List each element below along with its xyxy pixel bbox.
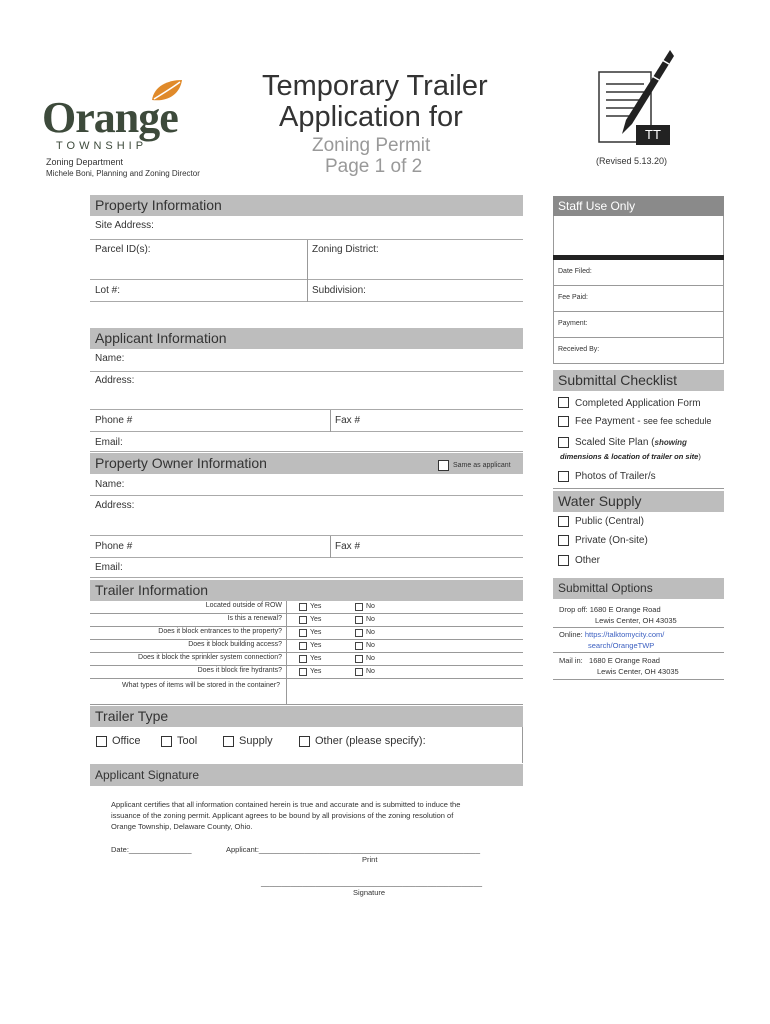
yes-checkbox[interactable] (299, 603, 307, 611)
staff-use-title: Staff Use Only (558, 199, 636, 213)
row-divider (90, 665, 523, 666)
applicant-info-heading: Applicant Information (90, 328, 523, 349)
owner-email-field[interactable] (90, 558, 523, 578)
site-plan-note-line-2 (560, 452, 701, 461)
owner-address-field[interactable] (90, 496, 523, 536)
row-divider (90, 678, 523, 679)
title-page: Page 1 of 2 (325, 156, 423, 177)
subdivision-field[interactable] (308, 280, 523, 302)
received-by-label: Received By: (558, 346, 600, 353)
no-checkbox[interactable] (355, 668, 363, 676)
signature-line[interactable]: _____________________________________________________ (261, 878, 483, 887)
yes-label: Yes (310, 616, 322, 623)
other-water-label: Other (575, 555, 601, 566)
trailer-type-heading: Trailer Type (90, 706, 523, 727)
fee-payment-checkbox[interactable] (558, 416, 569, 427)
lot-label: Lot #: (95, 285, 121, 296)
tool-checkbox[interactable] (161, 736, 172, 747)
site-address-field[interactable] (90, 218, 523, 240)
owner-fax-label: Fax # (335, 541, 361, 552)
fee-schedule-note: see fee schedule (643, 416, 712, 426)
no-checkbox[interactable] (355, 642, 363, 650)
online-row (559, 630, 664, 639)
site-plan-row (575, 437, 687, 448)
dropoff-line-2: Lewis Center, OH 43035 (595, 616, 677, 625)
submittal-options-heading: Submittal Options (553, 578, 724, 599)
owner-phone-label: Phone # (95, 541, 133, 552)
staff-use-heading (553, 196, 724, 216)
certify-line-3: Orange Township, Delaware County, Ohio. (111, 822, 253, 831)
online-link-1[interactable]: https://talktomycity.com/ (584, 630, 665, 639)
trailer-question: Located outside of ROW (205, 602, 282, 609)
parcel-label: Parcel ID(s): (95, 244, 151, 255)
logo-sub: TOWNSHIP (56, 140, 148, 152)
applicant-print-field[interactable]: Applicant:_____________________________________________________ (226, 845, 481, 854)
logo-word: Orange (42, 93, 178, 142)
tool-label: Tool (177, 735, 198, 747)
supply-label: Supply (239, 735, 273, 747)
photos-checkbox[interactable] (558, 471, 569, 482)
revised-date: (Revised 5.13.20) (596, 156, 668, 166)
signature-label: Signature (353, 888, 386, 897)
mail-label: Mail in: (559, 656, 583, 665)
no-label: No (366, 629, 375, 636)
no-checkbox[interactable] (355, 655, 363, 663)
title-line-3: Zoning Permit (312, 135, 431, 156)
yes-label: Yes (310, 668, 322, 675)
mail-line-2: Lewis Center, OH 43035 (597, 667, 679, 676)
applicant-email-label: Email: (95, 437, 123, 448)
applicant-address-label: Address: (95, 375, 135, 386)
no-checkbox[interactable] (355, 629, 363, 637)
other-type-checkbox[interactable] (299, 736, 310, 747)
applicant-phone-label: Phone # (95, 415, 133, 426)
yes-checkbox[interactable] (299, 629, 307, 637)
print-label: Print (362, 855, 378, 864)
trailer-question: Does it block the sprinkler system connection? (138, 654, 282, 661)
owner-email-label: Email: (95, 562, 123, 573)
other-water-checkbox[interactable] (558, 555, 569, 566)
site-address-label: Site Address: (95, 220, 154, 231)
owner-address-label: Address: (95, 500, 135, 511)
no-checkbox[interactable] (355, 616, 363, 624)
checklist-heading: Submittal Checklist (553, 370, 724, 391)
applicant-address-field[interactable] (90, 372, 523, 410)
applicant-fax-label: Fax # (335, 415, 361, 426)
date-field[interactable]: Date:_______________ (111, 845, 192, 854)
trailer-question: Does it block entrances to the property? (158, 628, 282, 635)
owner-info-title: Property Owner Information (95, 455, 267, 471)
no-label: No (366, 668, 375, 675)
same-as-applicant-checkbox[interactable] (438, 460, 449, 471)
yes-label: Yes (310, 603, 322, 610)
mail-line-1: 1680 E Orange Road (589, 656, 660, 665)
trailer-info-heading: Trailer Information (90, 580, 523, 601)
zoning-district-label: Zoning District: (312, 244, 379, 255)
photos-label: Photos of Trailer/s (575, 471, 656, 482)
fee-payment-row (575, 416, 711, 427)
fee-payment-label: Fee Payment - (575, 416, 641, 427)
completed-form-checkbox[interactable] (558, 397, 569, 408)
applicant-name-label: Name: (95, 353, 125, 364)
public-water-checkbox[interactable] (558, 516, 569, 527)
signature-heading: Applicant Signature (90, 764, 523, 786)
certify-line-2: issuance of the zoning permit. Applicant agrees to be bound by all provisions of the zoning resolution of (111, 811, 454, 820)
completed-form-label: Completed Application Form (575, 398, 701, 409)
supply-checkbox[interactable] (223, 736, 234, 747)
staff-use-panel (553, 196, 724, 364)
no-label: No (366, 642, 375, 649)
row-divider (90, 626, 523, 627)
other-type-label: Other (please specify): (315, 735, 426, 747)
dropoff-label: Drop off: (559, 605, 588, 614)
yes-label: Yes (310, 655, 322, 662)
subdivision-label: Subdivision: (312, 285, 366, 296)
no-label: No (366, 616, 375, 623)
dropoff-line-1: 1680 E Orange Road (589, 605, 661, 614)
fee-paid-label: Fee Paid: (558, 294, 588, 301)
applicant-fax-field[interactable] (331, 410, 523, 432)
trailer-question: Is this a renewal? (227, 615, 282, 622)
row-divider (90, 613, 523, 614)
public-water-label: Public (Central) (575, 516, 644, 527)
site-plan-note: showing (654, 438, 687, 447)
trailer-question: Does it block fire hydrants? (197, 667, 282, 674)
director-label: Michele Boni, Planning and Zoning Director (46, 169, 200, 178)
site-plan-note-2: dimensions & location of trailer on site (560, 452, 699, 461)
same-as-applicant-label: Same as applicant (453, 462, 511, 469)
site-plan-checkbox[interactable] (558, 437, 569, 448)
payment-label: Payment: (558, 320, 588, 327)
site-plan-label: Scaled Site Plan ( (575, 437, 655, 448)
form-code: TT (645, 127, 661, 142)
no-label: No (366, 655, 375, 662)
applicant-email-field[interactable] (90, 432, 523, 452)
water-supply-heading: Water Supply (553, 491, 724, 512)
yes-checkbox[interactable] (299, 642, 307, 650)
office-checkbox[interactable] (96, 736, 107, 747)
title-line-1: Temporary Trailer (262, 70, 488, 102)
private-water-label: Private (On-site) (575, 535, 648, 546)
zoning-district-field[interactable] (308, 240, 523, 280)
items-question: What types of items will be stored in the container? (122, 682, 280, 689)
owner-name-label: Name: (95, 479, 125, 490)
yes-checkbox[interactable] (299, 616, 307, 624)
applicant-name-field[interactable] (90, 350, 523, 372)
form-code-badge (636, 125, 670, 145)
yes-checkbox[interactable] (299, 655, 307, 663)
site-plan-close: ) (698, 452, 701, 461)
dropoff-row (559, 605, 661, 614)
applicant-phone-field[interactable] (90, 410, 330, 432)
certify-line-1: Applicant certifies that all information contained herein is true and accurate and is submitted to induce the (111, 800, 461, 809)
property-info-heading: Property Information (90, 195, 523, 216)
parcel-field[interactable] (90, 240, 307, 280)
private-water-checkbox[interactable] (558, 535, 569, 546)
lot-field[interactable] (90, 280, 307, 302)
owner-fax-field[interactable] (331, 536, 523, 558)
online-label: Online: (559, 630, 583, 639)
no-label: No (366, 603, 375, 610)
department-label: Zoning Department (46, 157, 124, 167)
row-divider (90, 652, 523, 653)
online-link-2[interactable]: search/OrangeTWP (588, 641, 655, 650)
title-line-2: Application for (279, 101, 463, 133)
trailer-question: Does it block building access? (188, 641, 282, 648)
office-label: Office (112, 735, 141, 747)
row-divider (90, 639, 523, 640)
no-checkbox[interactable] (355, 603, 363, 611)
yes-checkbox[interactable] (299, 668, 307, 676)
mail-row (559, 656, 660, 665)
owner-phone-field[interactable] (90, 536, 330, 558)
owner-name-field[interactable] (90, 474, 523, 496)
yes-label: Yes (310, 642, 322, 649)
yes-label: Yes (310, 629, 322, 636)
date-filed-label: Date Filed: (558, 268, 592, 275)
